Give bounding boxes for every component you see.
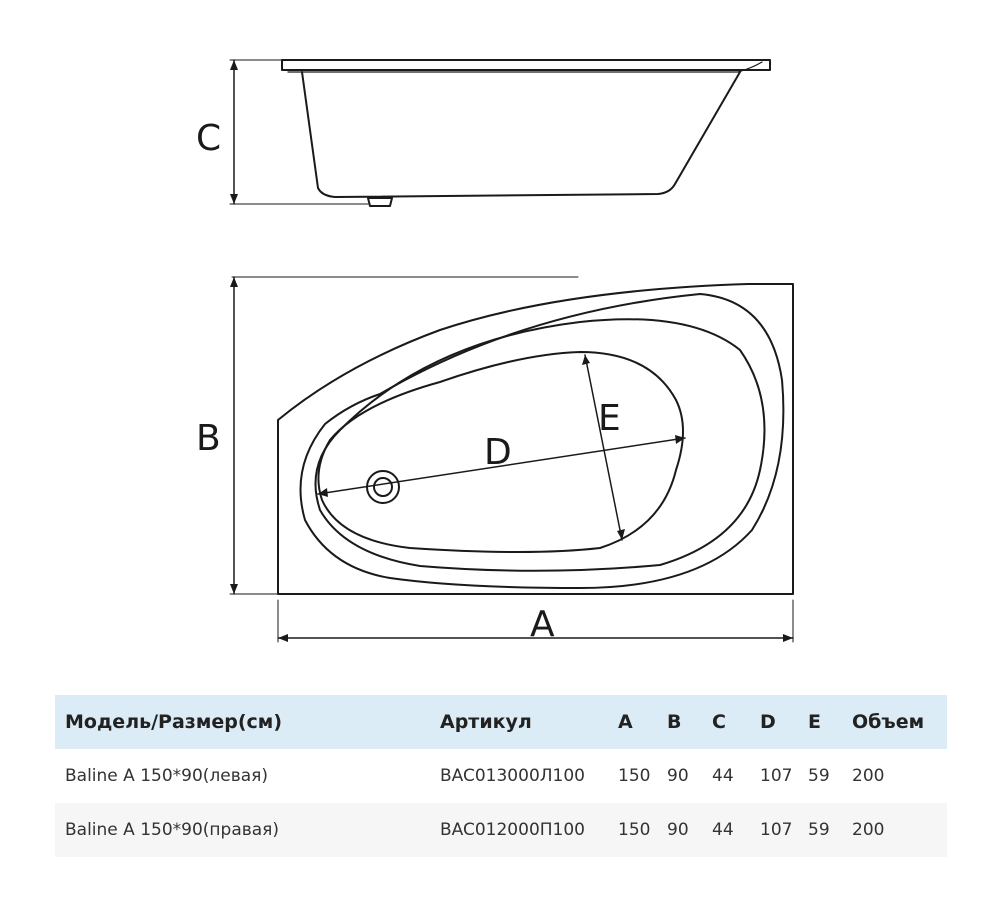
drain-outer-circle	[367, 471, 399, 503]
cell-volume: 200	[842, 803, 947, 857]
top-view-rim	[301, 294, 784, 588]
header-c: C	[702, 695, 750, 749]
cell-article: BAC012000П100	[430, 803, 608, 857]
label-e: E	[598, 398, 621, 439]
table-row	[55, 749, 947, 803]
label-b: B	[196, 418, 221, 459]
cell-model: Baline A 150*90(правая)	[55, 803, 430, 857]
label-a: A	[530, 604, 555, 645]
table-row	[55, 803, 947, 857]
cell-b: 90	[657, 803, 702, 857]
drain-inner-circle	[374, 478, 392, 496]
header-volume: Объем	[842, 695, 947, 749]
dimension-e-line	[585, 355, 622, 540]
cell-a: 150	[608, 803, 657, 857]
cell-e: 59	[798, 803, 842, 857]
arrow-b-bottom	[230, 584, 238, 594]
cell-a: 150	[618, 766, 651, 786]
cell-model: Baline A 150*90(левая)	[65, 766, 269, 786]
top-view-outline	[278, 284, 793, 594]
header-article: Артикул	[430, 695, 608, 749]
cell-article: BAC013000Л100	[440, 766, 585, 786]
specs-header-row	[55, 695, 947, 749]
side-view	[230, 60, 770, 206]
header-b: B	[657, 695, 702, 749]
arrow-b-top	[230, 277, 238, 287]
arrow-a-right	[783, 634, 793, 642]
dimension-arrows	[230, 60, 793, 642]
header-d: D	[750, 695, 798, 749]
cell-e: 59	[808, 766, 830, 786]
cell-d: 107	[760, 766, 793, 786]
arrow-a-left	[278, 634, 288, 642]
cell-b: 90	[667, 766, 689, 786]
cell-c: 44	[712, 766, 734, 786]
side-view-body	[302, 72, 740, 197]
label-c: C	[196, 118, 222, 159]
side-view-rim	[282, 60, 770, 70]
header-model-size: Модель/Размер(см)	[55, 695, 430, 749]
side-view-drain	[368, 198, 392, 206]
header-a: A	[608, 695, 657, 749]
arrow-c-top	[230, 60, 238, 70]
header-e: E	[798, 695, 842, 749]
cell-d: 107	[750, 803, 798, 857]
cell-volume: 200	[852, 766, 885, 786]
top-view-inner-edge	[316, 319, 765, 571]
label-d: D	[484, 432, 512, 473]
specs-table	[55, 695, 947, 857]
arrow-c-bottom	[230, 194, 238, 204]
cell-c: 44	[702, 803, 750, 857]
